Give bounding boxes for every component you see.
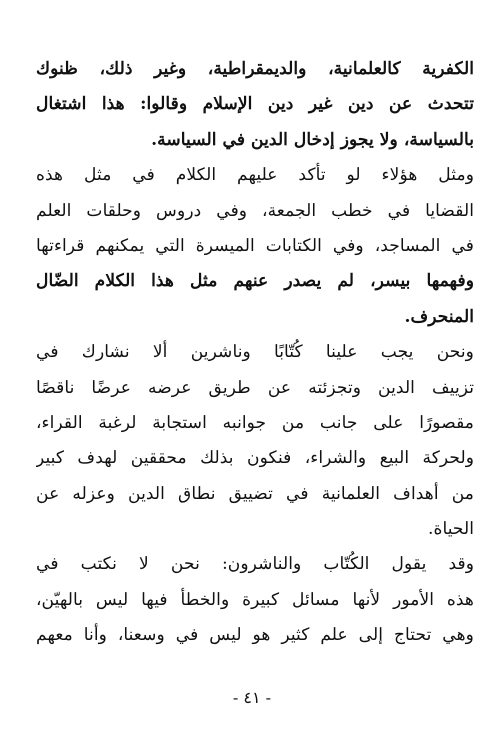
text-line: الحياة.	[428, 519, 474, 540]
text-line: من أهداف العلمانية في تضييق نطاق الدين وعزله عن	[36, 483, 474, 504]
text-line: وقد يقول الكُتّاب والناشرون: نحن لا نكتب في	[36, 554, 474, 575]
text-line: الكفرية كالعلمانية، والديمقراطية، وغير ذلك، ظنوك	[36, 59, 474, 79]
text-line: ولحركة البيع والشراء، فنكون بذلك محققين لهدف كبير	[36, 448, 474, 469]
text-line: القضايا في خطب الجمعة، وفي دروس وحلقات العلم	[36, 200, 474, 221]
text-line: وفهمها بيسر، لم يصدر عنهم مثل هذا الكلام الضّال	[36, 271, 474, 292]
text-line: بالسياسة، ولا يجوز إدخال الدين في السياسة.	[151, 129, 474, 150]
text-line: في المساجد، وفي الكتابات الميسرة التي يمكنهم قراءتها	[36, 235, 474, 256]
text-line: هذه الأمور لأنها مسائل كبيرة والخطأ فيها ليس بالهيّن،	[36, 589, 474, 610]
text-line: وهي تحتاج إلى علم كثير هو ليس في وسعنا، وأنا معهم	[36, 625, 474, 646]
text-line: مقصورًا على جانب من جوانبه استجابة لرغبة القراء،	[36, 412, 474, 433]
text-line: المنحرف.	[404, 306, 474, 327]
text-line: تتحدث عن دين غير دين الإسلام وقالوا: هذا اشتغال	[36, 94, 474, 115]
body-text	[36, 52, 474, 654]
text-line: تزييف الدين وتجزئته عن طريق عرضه عرضًا ناقصًا	[36, 377, 474, 398]
text-line: ومثل هؤلاء لو تأكد عليهم الكلام في مثل هذه	[36, 165, 474, 186]
text-line: ونحن يجب علينا كُتّابًا وناشرين ألا نشارك في	[36, 342, 474, 363]
page-number: - ٤١ -	[232, 688, 272, 707]
